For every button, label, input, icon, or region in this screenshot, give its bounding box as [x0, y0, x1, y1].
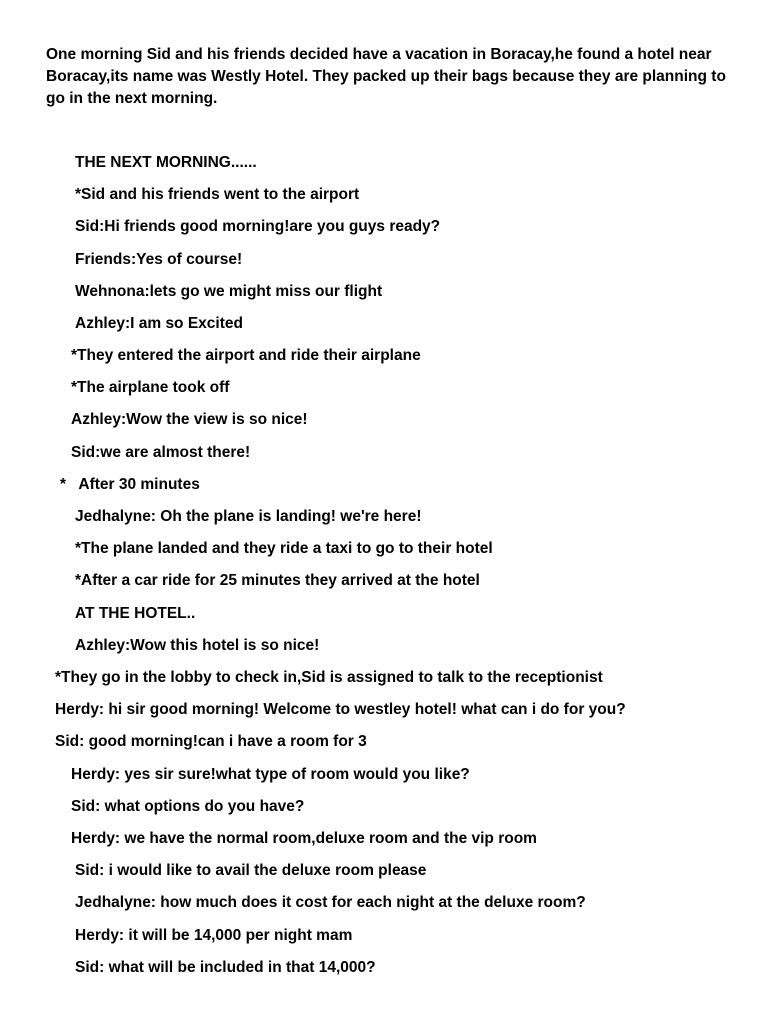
text-line: THE NEXT MORNING...... [75, 154, 257, 171]
text-line: Sid: i would like to avail the deluxe room please [75, 862, 427, 879]
text-line: Sid: good morning!can i have a room for 3 [55, 733, 367, 750]
text-line: Sid:Hi friends good morning!are you guys ready? [75, 218, 441, 235]
text-line: Azhley:I am so Excited [75, 315, 243, 332]
text-line: *They go in the lobby to check in,Sid is assigned to talk to the receptionist [55, 669, 603, 686]
text-line: * After 30 minutes [60, 476, 200, 493]
text-line: Azhley:Wow this hotel is so nice! [75, 637, 320, 654]
text-line: *After a car ride for 25 minutes they arrived at the hotel [75, 572, 480, 589]
text-line: Sid: what will be included in that 14,000? [75, 959, 376, 976]
text-line: Jedhalyne: Oh the plane is landing! we're here! [75, 508, 422, 525]
text-line: Jedhalyne: how much does it cost for each night at the deluxe room? [75, 894, 586, 911]
text-line: Friends:Yes of course! [75, 251, 243, 268]
text-line: Herdy: yes sir sure!what type of room would you like? [71, 766, 470, 783]
text-line: *The airplane took off [71, 379, 230, 396]
text-line: Sid: what options do you have? [71, 798, 305, 815]
text-line: Herdy: hi sir good morning! Welcome to westley hotel! what can i do for you? [55, 701, 626, 718]
text-line: *Sid and his friends went to the airport [75, 186, 360, 203]
text-line: Azhley:Wow the view is so nice! [71, 411, 308, 428]
text-line: Herdy: we have the normal room,deluxe room and the vip room [71, 830, 537, 847]
intro-paragraph: One morning Sid and his friends decided have a vacation in Boracay,he found a hotel near Boracay,its name was Westly Hotel. They packed up their bags because they are planning to go in the next morning. [46, 46, 726, 107]
text-line: Sid:we are almost there! [71, 444, 251, 461]
text-line: AT THE HOTEL.. [75, 605, 196, 622]
text-line: *The plane landed and they ride a taxi to go to their hotel [75, 540, 493, 557]
text-line: Wehnona:lets go we might miss our flight [75, 283, 383, 300]
text-line: Herdy: it will be 14,000 per night mam [75, 927, 353, 944]
text-line: *They entered the airport and ride their airplane [71, 347, 421, 364]
